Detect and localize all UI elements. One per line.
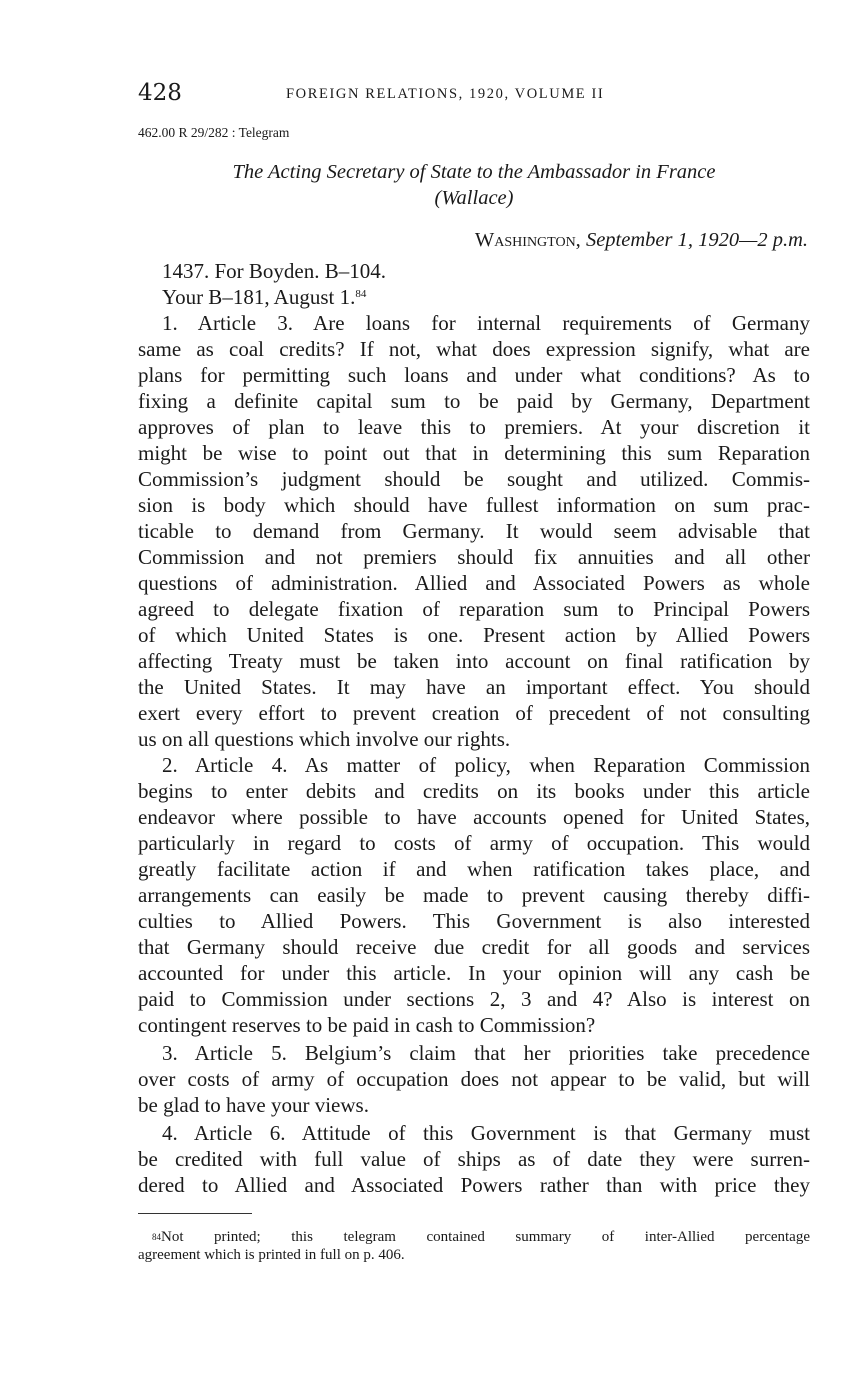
text-line: fixing a definite capital sum to be paid by Germany, Department [138,389,810,413]
text-line: culties to Allied Powers. This Government is also interested [138,909,810,933]
text-line: Commission’s judgment should be sought and utilized. Commis- [138,467,810,491]
text-line: sion is body which should have fullest information on sum prac- [138,493,810,517]
text-line: the United States. It may have an important effect. You should [138,675,810,699]
dateline-date: September 1, 1920—2 p.m. [585,229,808,251]
document-heading: The Acting Secretary of State to the Ambassador in France [232,161,716,183]
text-line: of which United States is one. Present action by Allied Powers [138,623,810,647]
text-line: 1437. For Boyden. B–104. [162,259,387,283]
page-number: 428 [138,80,182,106]
text-line: be credited with full value of ships as of date they were surren- [138,1147,810,1171]
text-line: over costs of army of occupation does not appear to be valid, but will [138,1067,810,1091]
text-line: ticable to demand from Germany. It would seem advisable that [138,519,810,543]
dateline-place: Washington, [474,229,581,251]
text-line: Your B–181, August 1.84 [162,285,367,309]
text-line: questions of administration. Allied and Associated Powers as whole [138,571,810,595]
text-line: particularly in regard to costs of army of occupation. This would [138,831,810,855]
file-number: 462.00 R 29/282 : Telegram [138,125,290,140]
text-line: greatly facilitate action if and when ratification takes place, and [138,857,810,881]
text-line: paid to Commission under sections 2, 3 and 4? Also is interest on [138,987,810,1011]
dateline [475,229,808,252]
footnote-mark: 84 [152,1232,161,1242]
text-line: exert every effort to prevent creation of precedent of not consulting [138,701,810,725]
footnote-reference: 84 [355,288,367,300]
text-line: accounted for under this article. In your opinion will any cash be [138,961,810,985]
text-line: 3. Article 5. Belgium’s claim that her priorities take precedence [162,1041,810,1065]
text-line: 4. Article 6. Attitude of this Government is that Germany must [162,1121,810,1145]
text-line: agreed to delegate fixation of reparation sum to Principal Powers [138,597,810,621]
running-title: FOREIGN RELATIONS, 1920, VOLUME II [286,86,605,102]
text-line: begins to enter debits and credits on its books under this article [138,779,810,803]
footnote-line: $^{84}$Not printed; this telegram contained summary of inter-Allied percentage [152,1229,810,1245]
text-line: 1. Article 3. Are loans for internal requirements of Germany [162,311,810,335]
text-line: plans for permitting such loans and under what conditions? As to [138,363,810,387]
document-heading-recipient: (Wallace) [434,187,514,209]
text-line: might be wise to point out that in determining this sum Reparation [138,441,810,465]
text-line: approves of plan to leave this to premiers. At your discretion it [138,415,810,439]
text-line: same as coal credits? If not, what does expression signify, what are [138,337,810,361]
text-line: us on all questions which involve our rights. [138,727,511,751]
text-line: endeavor where possible to have accounts opened for United States, [138,805,810,829]
text-line: that Germany should receive due credit for all goods and services [138,935,810,959]
text-line: arrangements can easily be made to prevent causing thereby diffi- [138,883,810,907]
text-line: Commission and not premiers should fix annuities and all other [138,545,810,569]
footnote-line: agreement which is printed in full on p. 406. [138,1247,405,1263]
text-line: contingent reserves to be paid in cash to Commission? [138,1013,596,1037]
text-line: 2. Article 4. As matter of policy, when Reparation Commission [162,753,810,777]
footnote-rule [138,1213,252,1214]
text-line: affecting Treaty must be taken into account on final ratification by [138,649,810,673]
text-line: dered to Allied and Associated Powers rather than with price they [138,1173,810,1197]
text-line: be glad to have your views. [138,1093,369,1117]
